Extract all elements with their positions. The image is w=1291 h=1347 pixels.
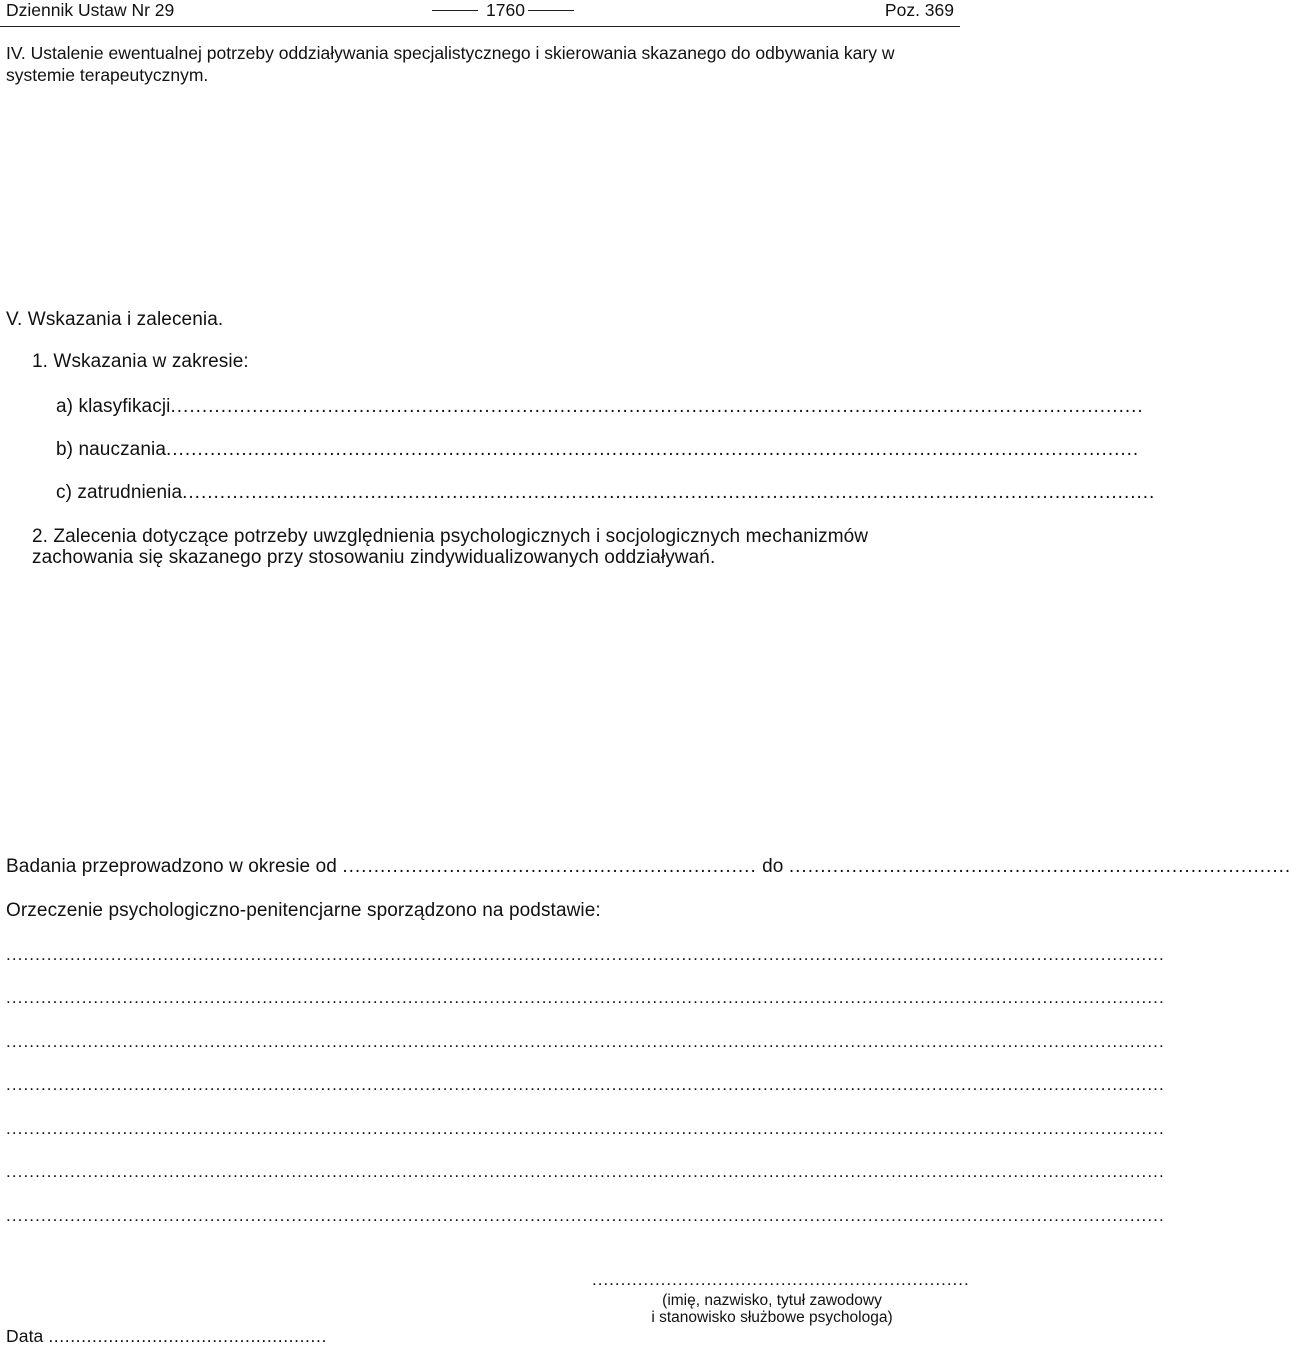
item2-text: 2. Zalecenia dotyczące potrzeby uwzględnienia psychologicznych i socjologicznych mechanizmów zachowania się skazanego przy stosowaniu zindywidualizowanych oddziaływań.	[32, 526, 869, 568]
item1-title: 1. Wskazania w zakresie:	[32, 351, 249, 372]
item1a-row	[56, 396, 1144, 418]
basis-line-7: .......................................................................................................................................................................................................	[6, 1206, 1165, 1225]
basis-line-2: .......................................................................................................................................................................................................	[6, 988, 1165, 1007]
research-to-label: do	[762, 856, 784, 877]
research-dots-from: ..................................................................	[342, 856, 757, 877]
date-dots: ...................................................	[48, 1326, 327, 1346]
page-number: 1760	[486, 0, 525, 20]
item1c-row	[56, 482, 1156, 504]
item1a-label: a) klasyfikacji	[56, 396, 171, 417]
research-dots-to: ................................................................................	[788, 856, 1291, 877]
item1a-dots: ...........................................................................................................................................................	[170, 396, 1144, 417]
research-label: Badania przeprowadzono w okresie od	[6, 856, 337, 877]
item1b-label: b) nauczania	[56, 439, 166, 460]
header-dash-right	[528, 10, 574, 11]
item1b-dots: ...........................................................................................................................................................	[166, 439, 1140, 460]
basis-line-5: .......................................................................................................................................................................................................	[6, 1119, 1165, 1138]
section-v-title: V. Wskazania i zalecenia.	[6, 309, 224, 330]
signature-caption-line1: (imię, nazwisko, tytuł zawodowy	[662, 1292, 882, 1309]
signature-caption-line2: i stanowisko służbowe psychologa)	[651, 1309, 893, 1326]
basis-line-4: .......................................................................................................................................................................................................	[6, 1075, 1165, 1094]
item1c-dots: ...........................................................................................................................................................	[182, 482, 1156, 503]
date-label: Data	[6, 1326, 44, 1346]
basis-line-6: .......................................................................................................................................................................................................	[6, 1162, 1165, 1181]
signature-dots: ..................................................................	[592, 1270, 970, 1289]
section-iv-text: IV. Ustalenie ewentualnej potrzeby oddziaływania specjalistycznego i skierowania skazanego do odbywania kary w systemie terapeutycznym.	[6, 43, 895, 85]
header-rule	[0, 26, 960, 27]
basis-line-1: .......................................................................................................................................................................................................	[6, 945, 1165, 964]
item1c-label: c) zatrudnienia	[56, 482, 183, 503]
journal-title: Dziennik Ustaw Nr 29	[6, 0, 175, 20]
basis-line-3: .......................................................................................................................................................................................................	[6, 1032, 1165, 1051]
item1b-row	[56, 439, 1140, 461]
date-row	[6, 1326, 406, 1347]
research-period-row	[6, 856, 1291, 878]
position-number: Poz. 369	[884, 0, 954, 20]
header-dash-left	[432, 10, 478, 11]
basis-title: Orzeczenie psychologiczno-penitencjarne sporządzono na podstawie:	[6, 900, 601, 921]
